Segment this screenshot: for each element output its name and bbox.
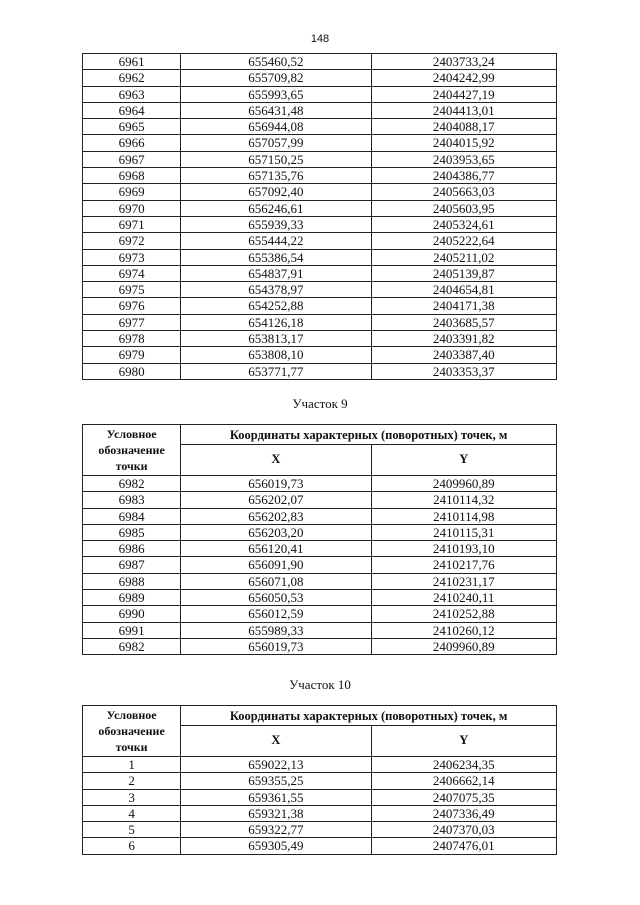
y-coordinate-cell: 2403387,40 — [371, 347, 556, 363]
table-row — [83, 524, 557, 540]
header-y: Y — [371, 726, 556, 757]
table-row — [83, 314, 557, 330]
table-row — [83, 638, 557, 654]
point-id-cell: 6971 — [83, 216, 181, 232]
x-coordinate-cell: 659022,13 — [181, 757, 371, 773]
header-y: Y — [371, 445, 556, 476]
y-coordinate-cell: 2405211,02 — [371, 249, 556, 265]
x-coordinate-cell: 655460,52 — [181, 54, 371, 70]
table-row — [83, 773, 557, 789]
coordinates-table-section-10 — [82, 705, 557, 855]
x-coordinate-cell: 656091,90 — [181, 557, 371, 573]
y-coordinate-cell: 2410252,88 — [371, 606, 556, 622]
table-row — [83, 363, 557, 379]
x-coordinate-cell: 653813,17 — [181, 331, 371, 347]
table-row — [83, 119, 557, 135]
y-coordinate-cell: 2405663,03 — [371, 184, 556, 200]
point-id-cell: 6961 — [83, 54, 181, 70]
y-coordinate-cell: 2410260,12 — [371, 622, 556, 638]
y-coordinate-cell: 2403391,82 — [371, 331, 556, 347]
y-coordinate-cell: 2406234,35 — [371, 757, 556, 773]
table-row — [83, 347, 557, 363]
x-coordinate-cell: 653808,10 — [181, 347, 371, 363]
y-coordinate-cell: 2410114,98 — [371, 508, 556, 524]
y-coordinate-cell: 2405139,87 — [371, 265, 556, 281]
y-coordinate-cell: 2404413,01 — [371, 102, 556, 118]
table-row — [83, 298, 557, 314]
x-coordinate-cell: 659355,25 — [181, 773, 371, 789]
table-row — [83, 86, 557, 102]
x-coordinate-cell: 656071,08 — [181, 573, 371, 589]
x-coordinate-cell: 653771,77 — [181, 363, 371, 379]
table-row — [83, 135, 557, 151]
y-coordinate-cell: 2406662,14 — [371, 773, 556, 789]
y-coordinate-cell: 2403733,24 — [371, 54, 556, 70]
point-id-cell: 6989 — [83, 590, 181, 606]
header-point-label: Условное обозначение точки — [83, 425, 181, 476]
y-coordinate-cell: 2405603,95 — [371, 200, 556, 216]
table-row — [83, 70, 557, 86]
x-coordinate-cell: 655444,22 — [181, 233, 371, 249]
header-coordinates: Координаты характерных (поворотных) точек, м — [181, 425, 557, 445]
table-row — [83, 233, 557, 249]
table-row — [83, 805, 557, 821]
point-id-cell: 4 — [83, 805, 181, 821]
point-id-cell: 5 — [83, 822, 181, 838]
point-id-cell: 6 — [83, 838, 181, 854]
point-id-cell: 6968 — [83, 168, 181, 184]
y-coordinate-cell: 2404171,38 — [371, 298, 556, 314]
point-id-cell: 6963 — [83, 86, 181, 102]
y-coordinate-cell: 2410115,31 — [371, 524, 556, 540]
table-row — [83, 573, 557, 589]
table-row — [83, 492, 557, 508]
y-coordinate-cell: 2409960,89 — [371, 638, 556, 654]
y-coordinate-cell: 2404088,17 — [371, 119, 556, 135]
table-row — [83, 282, 557, 298]
table-row — [83, 168, 557, 184]
point-id-cell: 6962 — [83, 70, 181, 86]
header-point-label: Условное обозначение точки — [83, 706, 181, 757]
y-coordinate-cell: 2403685,57 — [371, 314, 556, 330]
x-coordinate-cell: 659321,38 — [181, 805, 371, 821]
x-coordinate-cell: 656019,73 — [181, 476, 371, 492]
point-id-cell: 6969 — [83, 184, 181, 200]
y-coordinate-cell: 2407336,49 — [371, 805, 556, 821]
point-id-cell: 6983 — [83, 492, 181, 508]
coordinates-table-continued — [82, 53, 557, 380]
table-row — [83, 789, 557, 805]
point-id-cell: 6987 — [83, 557, 181, 573]
y-coordinate-cell: 2403353,37 — [371, 363, 556, 379]
y-coordinate-cell: 2405222,64 — [371, 233, 556, 249]
table-row — [83, 541, 557, 557]
point-id-cell: 6978 — [83, 331, 181, 347]
section-title-9: Участок 9 — [292, 396, 348, 411]
x-coordinate-cell: 657057,99 — [181, 135, 371, 151]
point-id-cell: 1 — [83, 757, 181, 773]
point-id-cell: 6986 — [83, 541, 181, 557]
y-coordinate-cell: 2409960,89 — [371, 476, 556, 492]
y-coordinate-cell: 2404386,77 — [371, 168, 556, 184]
y-coordinate-cell: 2407370,03 — [371, 822, 556, 838]
x-coordinate-cell: 655993,65 — [181, 86, 371, 102]
x-coordinate-cell: 657092,40 — [181, 184, 371, 200]
x-coordinate-cell: 654378,97 — [181, 282, 371, 298]
x-coordinate-cell: 655709,82 — [181, 70, 371, 86]
x-coordinate-cell: 659322,77 — [181, 822, 371, 838]
point-id-cell: 6970 — [83, 200, 181, 216]
table-row — [83, 606, 557, 622]
x-coordinate-cell: 655939,33 — [181, 216, 371, 232]
table-row — [83, 331, 557, 347]
y-coordinate-cell: 2407476,01 — [371, 838, 556, 854]
page-number: 148 — [310, 33, 330, 45]
x-coordinate-cell: 656012,59 — [181, 606, 371, 622]
point-id-cell: 3 — [83, 789, 181, 805]
y-coordinate-cell: 2410231,17 — [371, 573, 556, 589]
x-coordinate-cell: 656050,53 — [181, 590, 371, 606]
x-coordinate-cell: 656944,08 — [181, 119, 371, 135]
header-x: X — [181, 726, 371, 757]
table-row — [83, 757, 557, 773]
point-id-cell: 6990 — [83, 606, 181, 622]
table-row — [83, 590, 557, 606]
y-coordinate-cell: 2410217,76 — [371, 557, 556, 573]
y-coordinate-cell: 2404015,92 — [371, 135, 556, 151]
x-coordinate-cell: 656202,83 — [181, 508, 371, 524]
table-row — [83, 249, 557, 265]
point-id-cell: 6982 — [83, 476, 181, 492]
point-id-cell: 6967 — [83, 151, 181, 167]
table-row — [83, 216, 557, 232]
x-coordinate-cell: 655989,33 — [181, 622, 371, 638]
table-row — [83, 200, 557, 216]
point-id-cell: 6974 — [83, 265, 181, 281]
y-coordinate-cell: 2404654,81 — [371, 282, 556, 298]
x-coordinate-cell: 656203,20 — [181, 524, 371, 540]
point-id-cell: 6984 — [83, 508, 181, 524]
point-id-cell: 2 — [83, 773, 181, 789]
y-coordinate-cell: 2403953,65 — [371, 151, 556, 167]
point-id-cell: 6972 — [83, 233, 181, 249]
x-coordinate-cell: 654252,88 — [181, 298, 371, 314]
table-row — [83, 838, 557, 854]
y-coordinate-cell: 2404427,19 — [371, 86, 556, 102]
point-id-cell: 6964 — [83, 102, 181, 118]
table-row — [83, 102, 557, 118]
y-coordinate-cell: 2405324,61 — [371, 216, 556, 232]
table-row — [83, 508, 557, 524]
header-x: X — [181, 445, 371, 476]
point-id-cell: 6988 — [83, 573, 181, 589]
header-coordinates: Координаты характерных (поворотных) точек, м — [181, 706, 557, 726]
section-title-10: Участок 10 — [289, 677, 351, 692]
point-id-cell: 6973 — [83, 249, 181, 265]
point-id-cell: 6976 — [83, 298, 181, 314]
y-coordinate-cell: 2407075,35 — [371, 789, 556, 805]
x-coordinate-cell: 657135,76 — [181, 168, 371, 184]
x-coordinate-cell: 655386,54 — [181, 249, 371, 265]
table-row — [83, 265, 557, 281]
table-row — [83, 476, 557, 492]
table-row — [83, 557, 557, 573]
x-coordinate-cell: 657150,25 — [181, 151, 371, 167]
point-id-cell: 6966 — [83, 135, 181, 151]
point-id-cell: 6977 — [83, 314, 181, 330]
y-coordinate-cell: 2410240,11 — [371, 590, 556, 606]
x-coordinate-cell: 656120,41 — [181, 541, 371, 557]
point-id-cell: 6980 — [83, 363, 181, 379]
table-row — [83, 822, 557, 838]
point-id-cell: 6982 — [83, 638, 181, 654]
table-row — [83, 54, 557, 70]
y-coordinate-cell: 2410193,10 — [371, 541, 556, 557]
table-row — [83, 622, 557, 638]
coordinates-table-section-9 — [82, 424, 557, 655]
x-coordinate-cell: 656019,73 — [181, 638, 371, 654]
point-id-cell: 6965 — [83, 119, 181, 135]
x-coordinate-cell: 654126,18 — [181, 314, 371, 330]
y-coordinate-cell: 2404242,99 — [371, 70, 556, 86]
x-coordinate-cell: 656431,48 — [181, 102, 371, 118]
table-row — [83, 151, 557, 167]
point-id-cell: 6985 — [83, 524, 181, 540]
x-coordinate-cell: 656202,07 — [181, 492, 371, 508]
table-row — [83, 184, 557, 200]
point-id-cell: 6975 — [83, 282, 181, 298]
x-coordinate-cell: 659305,49 — [181, 838, 371, 854]
y-coordinate-cell: 2410114,32 — [371, 492, 556, 508]
point-id-cell: 6979 — [83, 347, 181, 363]
x-coordinate-cell: 659361,55 — [181, 789, 371, 805]
point-id-cell: 6991 — [83, 622, 181, 638]
x-coordinate-cell: 656246,61 — [181, 200, 371, 216]
x-coordinate-cell: 654837,91 — [181, 265, 371, 281]
